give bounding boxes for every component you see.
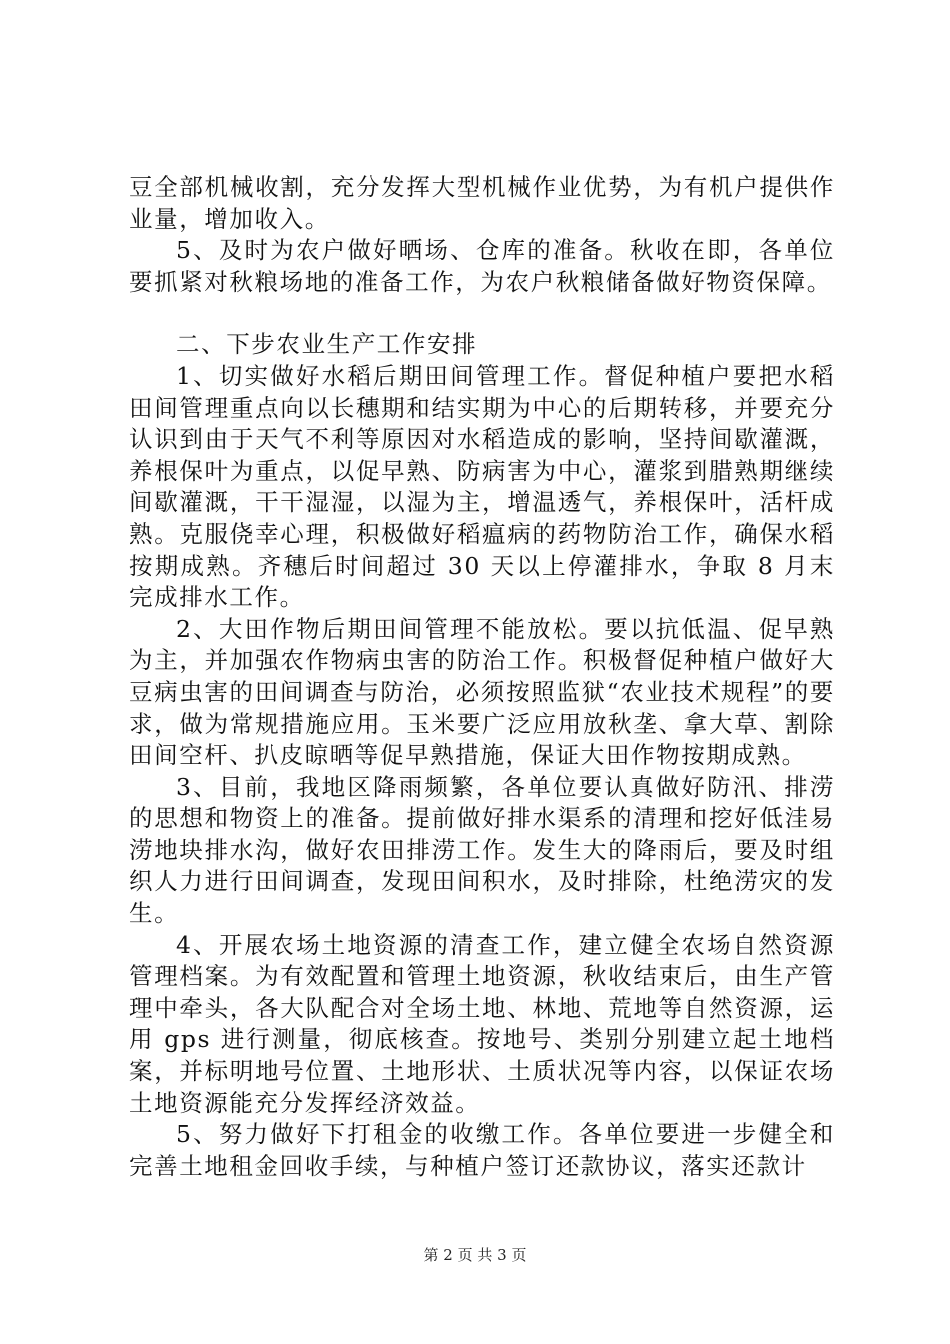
paragraph-item-1-rice-management: 1、切实做好水稻后期田间管理工作。督促种植户要把水稻田间管理重点向以长穗期和结实期为中心的后期转移，并要充分认识到由于天气不利等原因对水稻造成的影响，坚持间歇灌溉，养根保叶为重点，以促早熟、防病害为中心，灌浆到腊熟期继续间歇灌溉，干干湿湿，以湿为主，增温透气，养根保叶，活杆成熟。克服侥幸心理，积极做好稻瘟病的药物防治工作，确保水稻按期成熟。齐穗后时间超过 30 天以上停灌排水，争取 8 月末完成排水工作。 bbox=[129, 361, 835, 612]
paragraph-item-5-rent-collection: 5、努力做好下打租金的收缴工作。各单位要进一步健全和完善土地租金回收手续，与种植户签订还款协议，落实还款计 bbox=[129, 1120, 835, 1180]
paragraph-item-3-flood-prevention: 3、目前，我地区降雨频繁，各单位要认真做好防汛、排涝的思想和物资上的准备。提前做好排水渠系的清理和挖好低洼易涝地块排水沟，做好农田排涝工作。发生大的降雨后，要及时组织人力进行田间调查，发现田间积水，及时排除，杜绝涝灾的发生。 bbox=[129, 772, 835, 928]
paragraph-item-2-field-crops: 2、大田作物后期田间管理不能放松。要以抗低温、促早熟为主，并加强农作物病虫害的防治工作。积极督促种植户做好大豆病虫害的田间调查与防治，必须按照监狱“农业技术规程”的要求，做为常规措施应用。玉米要广泛应用放秋垄、拿大草、割除田间空杆、扒皮晾晒等促早熟措施，保证大田作物按期成熟。 bbox=[129, 614, 835, 770]
paragraph-continuation: 豆全部机械收割，充分发挥大型机械作业优势，为有机户提供作业量，增加收入。 bbox=[129, 173, 835, 233]
paragraph-item-4-land-resources: 4、开展农场土地资源的清查工作，建立健全农场自然资源管理档案。为有效配置和管理土地资源，秋收结束后，由生产管理中牵头，各大队配合对全场土地、林地、荒地等自然资源，运用 gps 进行测量，彻底核查。按地号、类别分别建立起土地档案，并标明地号位置、土地形状、土质状况等内容，以保证农场土地资源能充分发挥经济效益。 bbox=[129, 930, 835, 1117]
document-body bbox=[129, 172, 835, 1182]
page-footer: 第 2 页 共 3 页 bbox=[423, 1246, 527, 1264]
paragraph-item-5-drying-yard: 5、及时为农户做好晒场、仓库的准备。秋收在即，各单位要抓紧对秋粮场地的准备工作，为农户秋粮储备做好物资保障。 bbox=[129, 236, 835, 296]
section-heading: 二、下步农业生产工作安排 bbox=[176, 330, 478, 359]
